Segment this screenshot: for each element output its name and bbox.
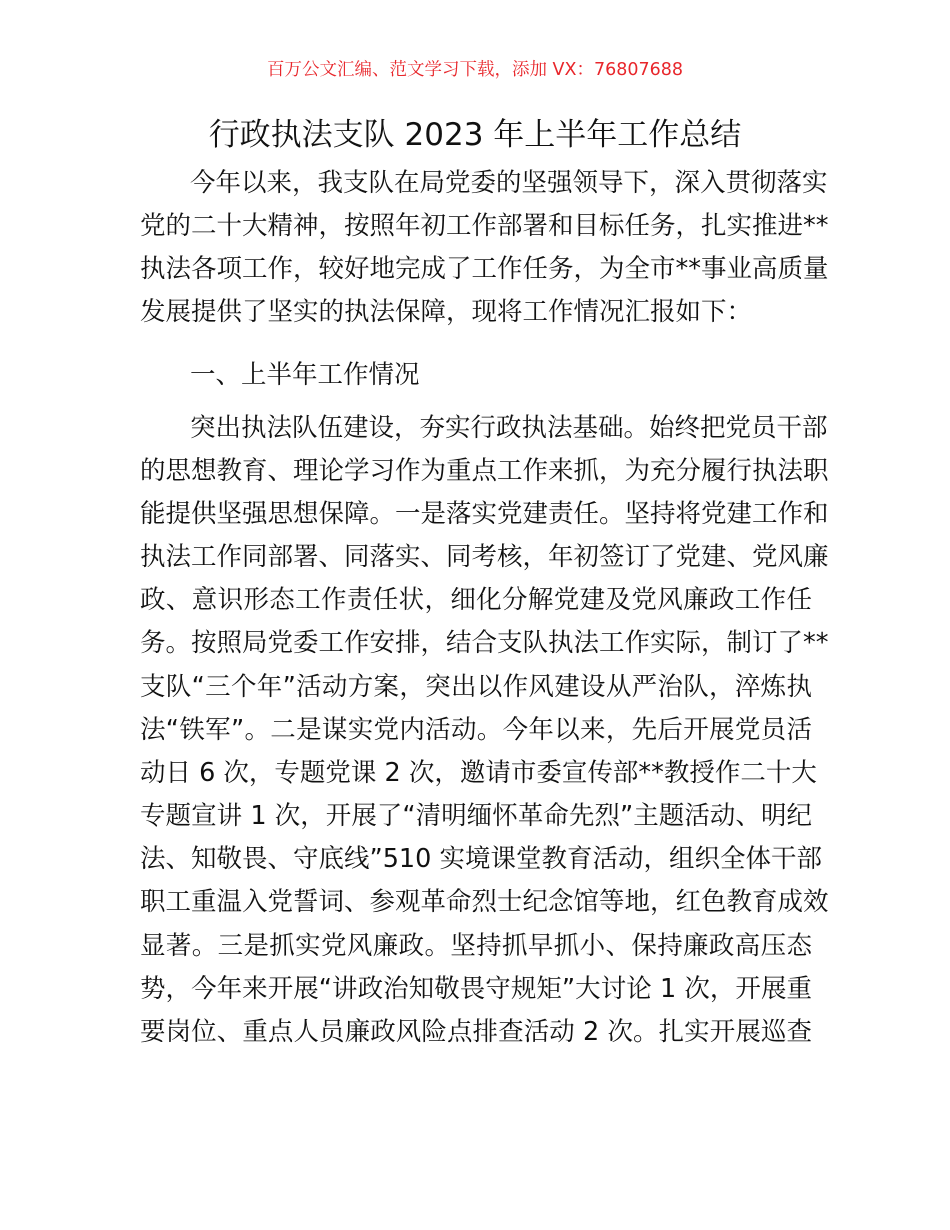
paragraph-line: 政、意识形态工作责任状，细化分解党建及党风廉政工作任 bbox=[140, 585, 812, 615]
paragraph-line: 党的二十大精神，按照年初工作部署和目标任务，扎实推进** bbox=[140, 211, 829, 241]
paragraph-line: 专题宣讲 1 次，开展了“清明缅怀革命先烈”主题活动、明纪 bbox=[140, 801, 812, 831]
paragraph-line: 显著。三是抓实党风廉政。坚持抓早抓小、保持廉政高压态 bbox=[140, 931, 812, 961]
paragraph-line: 突出执法队伍建设，夯实行政执法基础。始终把党员干部 bbox=[190, 413, 828, 443]
paragraph-line: 执法工作同部署、同落实、同考核，年初签订了党建、党风廉 bbox=[140, 542, 829, 572]
paragraph-line: 的思想教育、理论学习作为重点工作来抓，为充分履行执法职 bbox=[140, 456, 829, 486]
paragraph-line: 职工重温入党誓词、参观革命烈士纪念馆等地，红色教育成效 bbox=[140, 887, 829, 917]
paragraph-line: 发展提供了坚实的执法保障，现将工作情况汇报如下： bbox=[140, 297, 753, 327]
document-title: 行政执法支队 2023 年上半年工作总结 bbox=[208, 117, 742, 153]
paragraph-line: 能提供坚强思想保障。一是落实党建责任。坚持将党建工作和 bbox=[140, 499, 829, 529]
paragraph-line: 要岗位、重点人员廉政风险点排查活动 2 次。扎实开展巡查 bbox=[140, 1017, 812, 1047]
section-heading: 一、上半年工作情况 bbox=[190, 360, 420, 390]
paragraph-line: 法、知敬畏、守底线”510 实境课堂教育活动，组织全体干部 bbox=[140, 844, 822, 874]
paragraph-line: 支队“三个年”活动方案，突出以作风建设从严治队，淬炼执 bbox=[140, 672, 812, 702]
paragraph-line: 势，今年来开展“讲政治知敬畏守规矩”大讨论 1 次，开展重 bbox=[140, 974, 812, 1004]
paragraph-line: 动日 6 次，专题党课 2 次，邀请市委宣传部**教授作二十大 bbox=[140, 758, 817, 788]
watermark-banner: 百万公文汇编、范文学习下载，添加 VX：76807688 bbox=[266, 60, 684, 80]
paragraph-line: 今年以来，我支队在局党委的坚强领导下，深入贯彻落实 bbox=[190, 168, 828, 198]
paragraph-line: 执法各项工作，较好地完成了工作任务，为全市**事业高质量 bbox=[140, 254, 829, 284]
paragraph-line: 务。按照局党委工作安排，结合支队执法工作实际，制订了** bbox=[140, 628, 829, 658]
paragraph-line: 法“铁军”。二是谋实党内活动。今年以来，先后开展党员活 bbox=[140, 715, 812, 745]
